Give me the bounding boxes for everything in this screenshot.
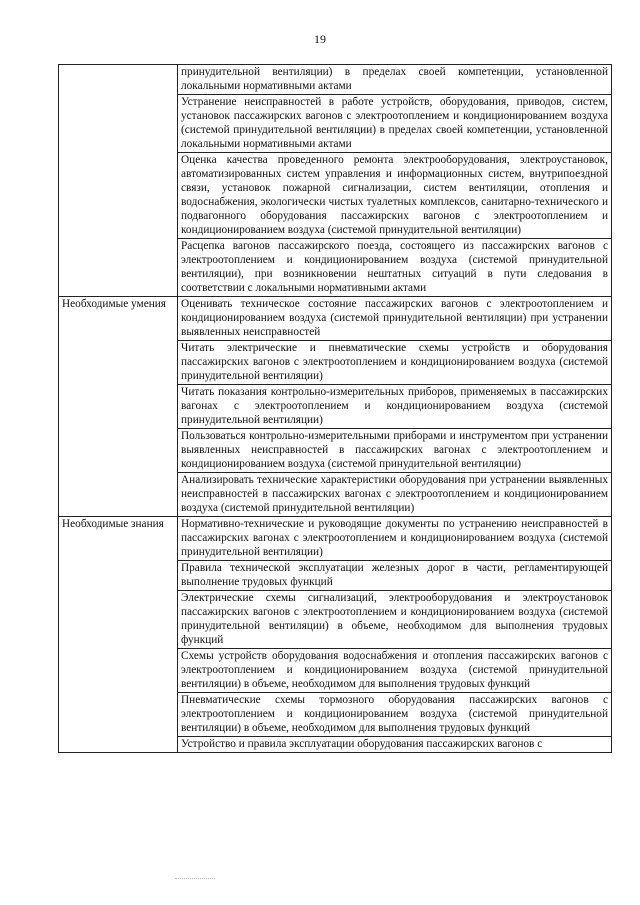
- table-cell: Правила технической эксплуатации железных дорог в части, регламентирующей выполнение трудовых функций: [178, 561, 612, 591]
- table-cell: Читать показания контрольно-измерительных приборов, применяемых в пассажирских вагонах с электроотоплением и кондиционированием воздуха (системой принудительной вентиляции): [178, 385, 612, 429]
- table-cell: Пользоваться контрольно-измерительными приборами и инструментом при устранении выявленных неисправностей в пассажирских вагонах с электроотоплением и кондиционированием воздуха (системой принудительной вентиляции): [178, 429, 612, 473]
- section-label-knowledge: Необходимые знания: [62, 518, 164, 530]
- table-cell: Оценивать техническое состояние пассажирских вагонов с электроотоплением и кондиционированием воздуха (системой принудительной вентиляции) при устранении выявленных неисправностей: [178, 297, 612, 341]
- table-cell: Устранение неисправностей в работе устройств, оборудования, приводов, систем, установок пассажирских вагонов с электроотоплением и кондиционированием воздуха (системой принудительной вентиляции) в пределах своей компетенции, установленной локальными нормативными актами: [178, 95, 612, 153]
- table-cell: Устройство и правила эксплуатации оборудования пассажирских вагонов с: [178, 737, 612, 753]
- section-label-cell: [59, 517, 178, 753]
- table-cell: Читать электрические и пневматические схемы устройств и оборудования пассажирских вагонов с электроотоплением и кондиционированием воздуха (системой принудительной вентиляции): [178, 341, 612, 385]
- table-row: [59, 297, 612, 341]
- requirements-table: [58, 64, 612, 753]
- section-label-cell: [59, 297, 178, 517]
- table-cell: Пневматические схемы тормозного оборудования пассажирских вагонов с электроотоплением и кондиционированием воздуха (системой принудительной вентиляции) в объеме, необходимом для выполнения трудовых функций: [178, 693, 612, 737]
- table-cell: Расцепка вагонов пассажирского поезда, состоящего из пассажирских вагонов с электроотоплением и кондиционированием воздуха (системой принудительной вентиляции), при возникновении нештатных ситуаций в пути следования в соответствии с локальными нормативными актами: [178, 239, 612, 297]
- table-cell: Электрические схемы сигнализаций, электрооборудования и электроустановок пассажирских вагонов с электроотоплением и кондиционированием воздуха (системой принудительной вентиляции) в объеме, необходимом для выполнения трудовых функций: [178, 591, 612, 649]
- table-row: [59, 517, 612, 561]
- table-cell: Анализировать технические характеристики оборудования при устранении выявленных неисправностей в пассажирских вагонах с электроотоплением и кондиционированием воздуха (системой принудительной вентиляции): [178, 473, 612, 517]
- section-label-skills: Необходимые умения: [62, 298, 166, 310]
- table-row: [59, 65, 612, 95]
- section-label-cell: [59, 65, 178, 297]
- scan-artifact-line: [175, 878, 215, 879]
- table-cell: Схемы устройств оборудования водоснабжения и отопления пассажирских вагонов с электроотоплением и кондиционированием воздуха (системой принудительной вентиляции) в объеме, необходимом для выполнения трудовых функций: [178, 649, 612, 693]
- table-cell: Нормативно-технические и руководящие документы по устранению неисправностей в пассажирских вагонах с электроотоплением и кондиционированием воздуха (системой принудительной вентиляции): [178, 517, 612, 561]
- page-number: 19: [314, 32, 326, 46]
- table-cell: Оценка качества проведенного ремонта электрооборудования, электроустановок, автоматизированных систем управления и информационных систем, внутрипоездной связи, установок пожарной сигнализации, систем вентиляции, отопления и водоснабжения, экологически чистых туалетных комплексов, санитарно-технического и подвагонного оборудования пассажирских вагонов с электроотоплением и кондиционированием воздуха (системой принудительной вентиляции): [178, 153, 612, 239]
- table-cell: принудительной вентиляции) в пределах своей компетенции, установленной локальными нормативными актами: [178, 65, 612, 95]
